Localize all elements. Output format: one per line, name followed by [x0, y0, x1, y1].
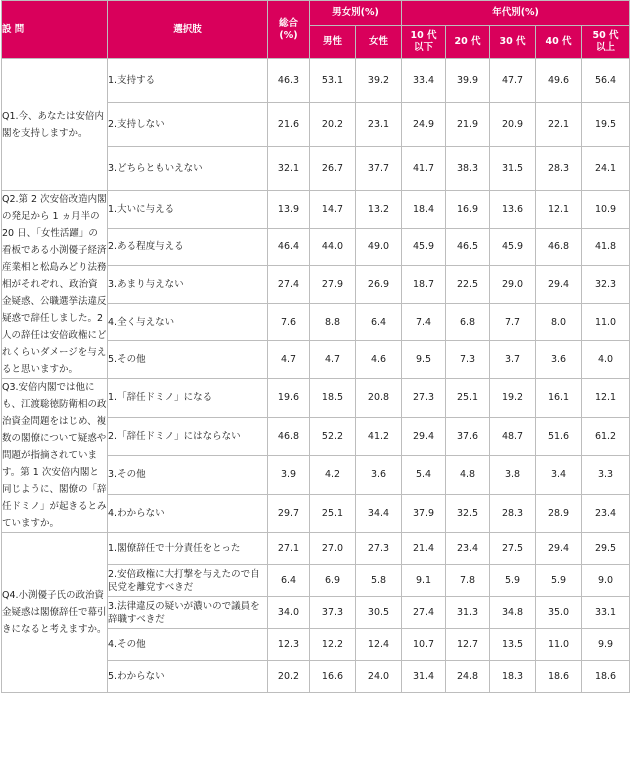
value-cell: 31.3	[446, 597, 490, 629]
choice-label: 2.「辞任ドミノ」にはならない	[108, 417, 268, 456]
value-cell: 11.0	[536, 629, 582, 661]
value-cell: 20.2	[268, 661, 310, 693]
value-cell: 3.7	[490, 341, 536, 379]
choice-label: 1.「辞任ドミノ」になる	[108, 379, 268, 418]
choice-label: 4.その他	[108, 629, 268, 661]
value-cell: 9.5	[402, 341, 446, 379]
value-cell: 10.7	[402, 629, 446, 661]
value-cell: 49.6	[536, 59, 582, 103]
value-cell: 47.7	[490, 59, 536, 103]
value-cell: 13.6	[490, 191, 536, 229]
value-cell: 49.0	[356, 228, 402, 266]
value-cell: 44.0	[310, 228, 356, 266]
value-cell: 37.3	[310, 597, 356, 629]
choice-label: 1.支持する	[108, 59, 268, 103]
question-text: Q1.今、あなたは安倍内閣を支持しますか。	[2, 59, 108, 191]
value-cell: 18.5	[310, 379, 356, 418]
value-cell: 27.0	[310, 533, 356, 565]
value-cell: 19.5	[582, 103, 630, 147]
value-cell: 46.8	[268, 417, 310, 456]
question-text: Q4.小渕優子氏の政治資金疑惑は閣僚辞任で幕引きになると考えますか。	[2, 533, 108, 693]
value-cell: 25.1	[446, 379, 490, 418]
value-cell: 5.9	[536, 565, 582, 597]
value-cell: 14.7	[310, 191, 356, 229]
value-cell: 12.1	[582, 379, 630, 418]
value-cell: 3.9	[268, 456, 310, 495]
header-total-label: 総合 (%)	[278, 17, 298, 41]
value-cell: 18.6	[536, 661, 582, 693]
value-cell: 20.9	[490, 103, 536, 147]
value-cell: 27.1	[268, 533, 310, 565]
choice-label: 3.法律違反の疑いが濃いので議員を辞職すべきだ	[108, 597, 268, 629]
value-cell: 29.4	[536, 533, 582, 565]
value-cell: 7.3	[446, 341, 490, 379]
value-cell: 31.5	[490, 147, 536, 191]
table-row	[2, 59, 630, 103]
value-cell: 12.7	[446, 629, 490, 661]
value-cell: 48.7	[490, 417, 536, 456]
value-cell: 9.0	[582, 565, 630, 597]
value-cell: 8.0	[536, 303, 582, 341]
table-row	[2, 191, 630, 229]
header-male: 男性	[310, 26, 356, 59]
value-cell: 5.4	[402, 456, 446, 495]
value-cell: 61.2	[582, 417, 630, 456]
value-cell: 46.3	[268, 59, 310, 103]
value-cell: 3.8	[490, 456, 536, 495]
value-cell: 16.6	[310, 661, 356, 693]
choice-label: 4.わからない	[108, 494, 268, 533]
value-cell: 26.9	[356, 266, 402, 304]
choice-label: 1.大いに与える	[108, 191, 268, 229]
value-cell: 35.0	[536, 597, 582, 629]
value-cell: 13.5	[490, 629, 536, 661]
header-choices: 選択肢	[108, 1, 268, 59]
choice-label: 4.全く与えない	[108, 303, 268, 341]
value-cell: 34.8	[490, 597, 536, 629]
value-cell: 41.7	[402, 147, 446, 191]
value-cell: 4.0	[582, 341, 630, 379]
value-cell: 28.9	[536, 494, 582, 533]
header-age-50s-label: 50 代 以上	[592, 30, 619, 53]
value-cell: 30.5	[356, 597, 402, 629]
value-cell: 4.2	[310, 456, 356, 495]
value-cell: 22.5	[446, 266, 490, 304]
value-cell: 28.3	[490, 494, 536, 533]
value-cell: 37.7	[356, 147, 402, 191]
header-question: 設 問	[2, 1, 108, 59]
value-cell: 18.4	[402, 191, 446, 229]
value-cell: 33.4	[402, 59, 446, 103]
value-cell: 29.7	[268, 494, 310, 533]
table-header	[2, 1, 630, 59]
value-cell: 46.5	[446, 228, 490, 266]
value-cell: 19.6	[268, 379, 310, 418]
value-cell: 29.4	[402, 417, 446, 456]
value-cell: 41.8	[582, 228, 630, 266]
value-cell: 19.2	[490, 379, 536, 418]
value-cell: 31.4	[402, 661, 446, 693]
value-cell: 56.4	[582, 59, 630, 103]
value-cell: 7.7	[490, 303, 536, 341]
value-cell: 9.1	[402, 565, 446, 597]
value-cell: 24.0	[356, 661, 402, 693]
value-cell: 12.4	[356, 629, 402, 661]
header-gender-group: 男女別(%)	[310, 1, 402, 26]
value-cell: 12.3	[268, 629, 310, 661]
value-cell: 8.8	[310, 303, 356, 341]
value-cell: 29.4	[536, 266, 582, 304]
value-cell: 3.6	[356, 456, 402, 495]
value-cell: 24.9	[402, 103, 446, 147]
value-cell: 37.9	[402, 494, 446, 533]
value-cell: 28.3	[536, 147, 582, 191]
header-age-40s: 40 代	[536, 26, 582, 59]
value-cell: 33.1	[582, 597, 630, 629]
value-cell: 27.4	[268, 266, 310, 304]
value-cell: 3.4	[536, 456, 582, 495]
table-row	[2, 533, 630, 565]
header-age-20s: 20 代	[446, 26, 490, 59]
question-text: Q2.第 2 次安倍改造内閣の発足から 1 ヵ月半の 20 日、「女性活躍」の看板である小渕優子経済産業相と松島みどり法務相がそれぞれ、政治資金疑惑、公職選挙法違反疑惑で辞任しました。2 人の辞任は安倍政権にどれくらいダメージを与えると思いますか。	[2, 191, 108, 379]
header-age-50s	[582, 26, 630, 59]
value-cell: 21.9	[446, 103, 490, 147]
value-cell: 23.1	[356, 103, 402, 147]
value-cell: 41.2	[356, 417, 402, 456]
value-cell: 53.1	[310, 59, 356, 103]
value-cell: 10.9	[582, 191, 630, 229]
value-cell: 3.6	[536, 341, 582, 379]
value-cell: 51.6	[536, 417, 582, 456]
value-cell: 34.4	[356, 494, 402, 533]
choice-label: 2.安倍政権に大打撃を与えたので自民党を離党すべきだ	[108, 565, 268, 597]
value-cell: 38.3	[446, 147, 490, 191]
value-cell: 4.6	[356, 341, 402, 379]
value-cell: 24.8	[446, 661, 490, 693]
value-cell: 24.1	[582, 147, 630, 191]
choice-label: 2.支持しない	[108, 103, 268, 147]
choice-label: 3.あまり与えない	[108, 266, 268, 304]
value-cell: 6.8	[446, 303, 490, 341]
value-cell: 20.8	[356, 379, 402, 418]
value-cell: 46.8	[536, 228, 582, 266]
value-cell: 4.8	[446, 456, 490, 495]
value-cell: 27.3	[356, 533, 402, 565]
value-cell: 39.2	[356, 59, 402, 103]
value-cell: 7.4	[402, 303, 446, 341]
value-cell: 6.4	[356, 303, 402, 341]
value-cell: 18.7	[402, 266, 446, 304]
value-cell: 26.7	[310, 147, 356, 191]
header-female: 女性	[356, 26, 402, 59]
value-cell: 13.2	[356, 191, 402, 229]
value-cell: 27.4	[402, 597, 446, 629]
value-cell: 13.9	[268, 191, 310, 229]
value-cell: 27.5	[490, 533, 536, 565]
value-cell: 9.9	[582, 629, 630, 661]
value-cell: 16.1	[536, 379, 582, 418]
value-cell: 21.4	[402, 533, 446, 565]
table-body	[2, 59, 630, 693]
table-row	[2, 379, 630, 418]
value-cell: 3.3	[582, 456, 630, 495]
value-cell: 29.0	[490, 266, 536, 304]
value-cell: 18.6	[582, 661, 630, 693]
value-cell: 27.3	[402, 379, 446, 418]
value-cell: 29.5	[582, 533, 630, 565]
value-cell: 23.4	[446, 533, 490, 565]
value-cell: 27.9	[310, 266, 356, 304]
value-cell: 23.4	[582, 494, 630, 533]
value-cell: 32.1	[268, 147, 310, 191]
value-cell: 20.2	[310, 103, 356, 147]
value-cell: 7.6	[268, 303, 310, 341]
value-cell: 4.7	[310, 341, 356, 379]
value-cell: 32.5	[446, 494, 490, 533]
choice-label: 1.閣僚辞任で十分責任をとった	[108, 533, 268, 565]
value-cell: 46.4	[268, 228, 310, 266]
value-cell: 16.9	[446, 191, 490, 229]
value-cell: 12.2	[310, 629, 356, 661]
header-age-10s-label: 10 代 以下	[410, 30, 437, 53]
header-total	[268, 1, 310, 59]
value-cell: 37.6	[446, 417, 490, 456]
value-cell: 6.4	[268, 565, 310, 597]
choice-label: 3.その他	[108, 456, 268, 495]
header-age-group: 年代別(%)	[402, 1, 630, 26]
value-cell: 32.3	[582, 266, 630, 304]
value-cell: 21.6	[268, 103, 310, 147]
value-cell: 7.8	[446, 565, 490, 597]
choice-label: 2.ある程度与える	[108, 228, 268, 266]
value-cell: 45.9	[402, 228, 446, 266]
value-cell: 4.7	[268, 341, 310, 379]
value-cell: 45.9	[490, 228, 536, 266]
header-age-30s: 30 代	[490, 26, 536, 59]
value-cell: 22.1	[536, 103, 582, 147]
question-text: Q3.安倍内閣では他にも、江渡聡徳防衛相の政治資金問題をはじめ、複数の閣僚について疑惑や問題が指摘されています。第 1 次安倍内閣と同じように、閣僚の「辞任ドミノ」が起きるとみていますか。	[2, 379, 108, 533]
survey-results-table	[1, 0, 630, 693]
value-cell: 6.9	[310, 565, 356, 597]
header-age-10s	[402, 26, 446, 59]
value-cell: 25.1	[310, 494, 356, 533]
value-cell: 11.0	[582, 303, 630, 341]
choice-label: 5.わからない	[108, 661, 268, 693]
value-cell: 12.1	[536, 191, 582, 229]
value-cell: 5.8	[356, 565, 402, 597]
choice-label: 5.その他	[108, 341, 268, 379]
choice-label: 3.どちらともいえない	[108, 147, 268, 191]
value-cell: 34.0	[268, 597, 310, 629]
value-cell: 52.2	[310, 417, 356, 456]
value-cell: 5.9	[490, 565, 536, 597]
value-cell: 18.3	[490, 661, 536, 693]
value-cell: 39.9	[446, 59, 490, 103]
